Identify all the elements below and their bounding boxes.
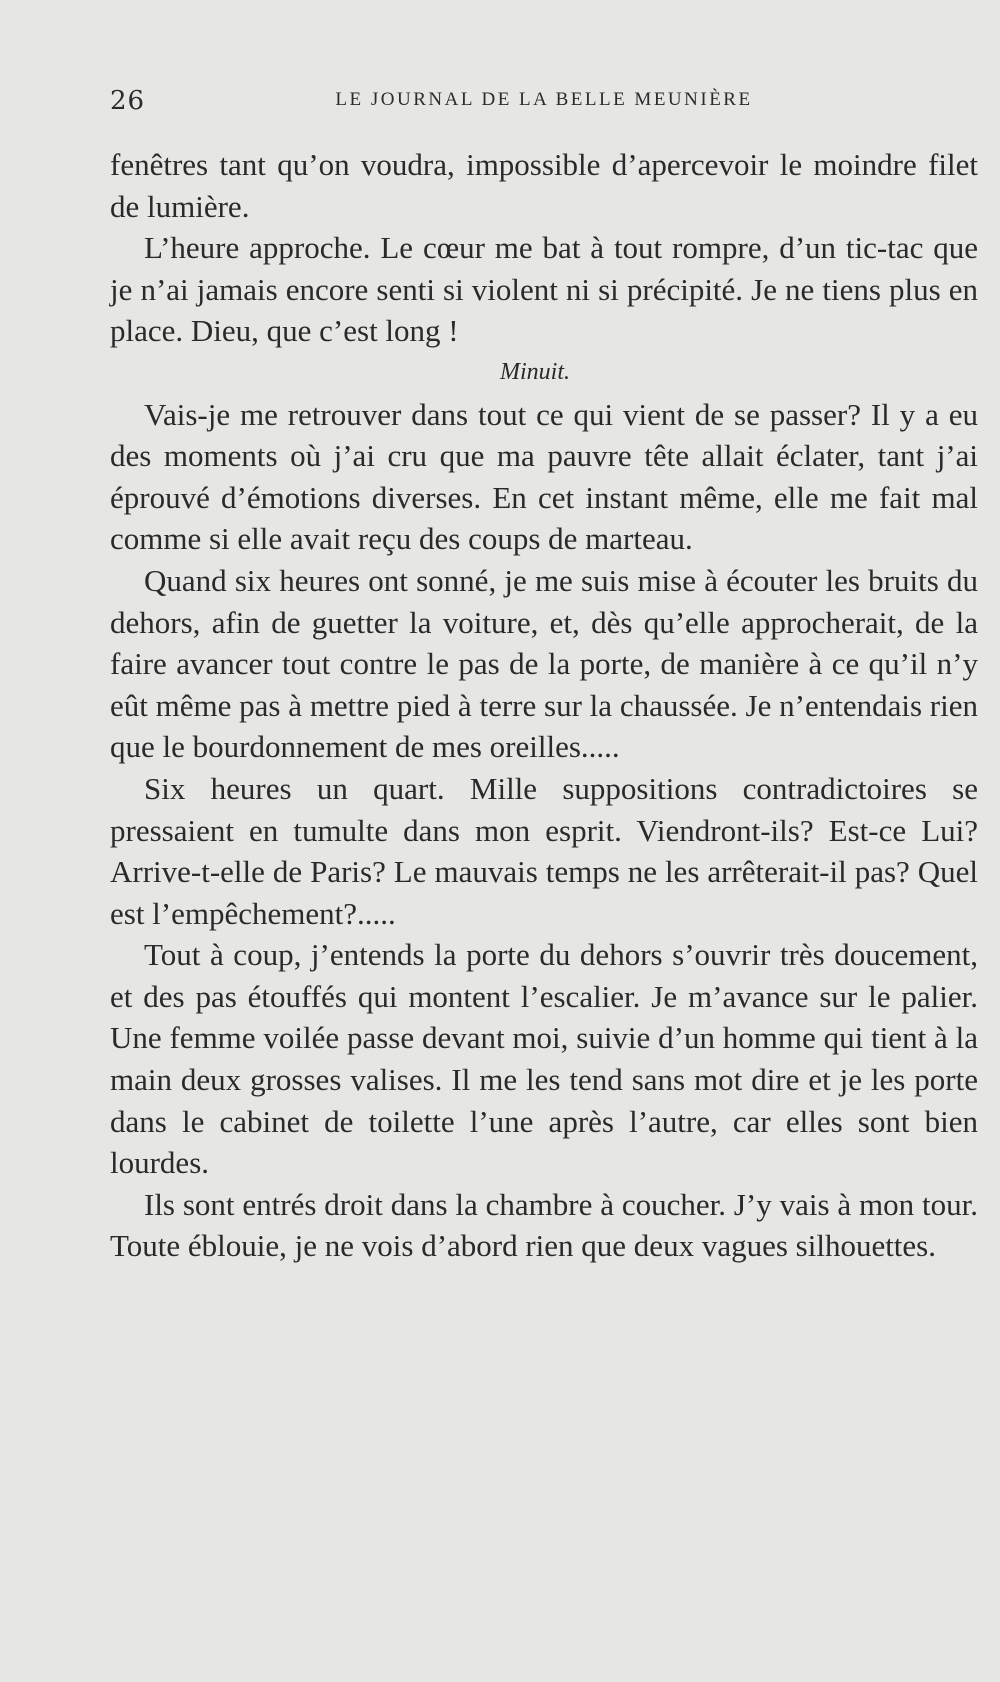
running-title: LE JOURNAL DE LA BELLE MEUNIÈRE bbox=[335, 89, 753, 110]
paragraph: Tout à coup, j’entends la porte du dehors s’ouvrir très doucement, et des pas étouffés qui montent l’escalier. Je m’avance sur le palier. Une femme voilée passe devant moi, suivie d’un homme qui tient à la main deux grosses valises. Il me les tend sans mot dire et je les porte dans le cabinet de toilette l’une après l’autre, car elles sont bien lourdes. bbox=[110, 937, 978, 1181]
paragraph: Six heures un quart. Mille suppositions contradictoires se pressaient en tumulte dans mon esprit. Viendront-ils? Est-ce Lui? Arrive-t-elle de Paris? Le mauvais temps ne les arrêterait-il pas? Quel est l’empêchement?..... bbox=[110, 770, 978, 931]
time-heading: Minuit. bbox=[500, 358, 570, 385]
paragraph: Vais-je me retrouver dans tout ce qui vient de se passer? Il y a eu des moments où j’ai cru que ma pauvre tête allait éclater, tant j’ai éprouvé d’émotions diverses. En cet instant même, elle me fait mal comme si elle avait reçu des coups de marteau. bbox=[110, 396, 978, 557]
paragraph: Quand six heures ont sonné, je me suis mise à écouter les bruits du dehors, afin de guetter la voiture, et, dès qu’elle approcherait, de la faire avancer tout contre le pas de la porte, de manière à ce qu’il n’y eût même pas à mettre pied à terre sur la chaussée. Je n’entendais rien que le bourdonnement de mes oreilles..... bbox=[110, 562, 978, 765]
paragraph: L’heure approche. Le cœur me bat à tout rompre, d’un tic-tac que je n’ai jamais encore senti si violent ni si précipité. Je ne tiens plus en place. Dieu, que c’est long ! bbox=[110, 230, 978, 349]
paragraph: fenêtres tant qu’on voudra, impossible d’apercevoir le moindre filet de lumière. bbox=[110, 147, 978, 224]
body-text bbox=[110, 144, 978, 1267]
page-header bbox=[110, 86, 978, 126]
paragraph: Ils sont entrés droit dans la chambre à coucher. J’y vais à mon tour. Toute éblouie, je ne vois d’abord rien que deux vagues silhouettes. bbox=[110, 1186, 978, 1264]
page-number: 26 bbox=[110, 86, 146, 116]
